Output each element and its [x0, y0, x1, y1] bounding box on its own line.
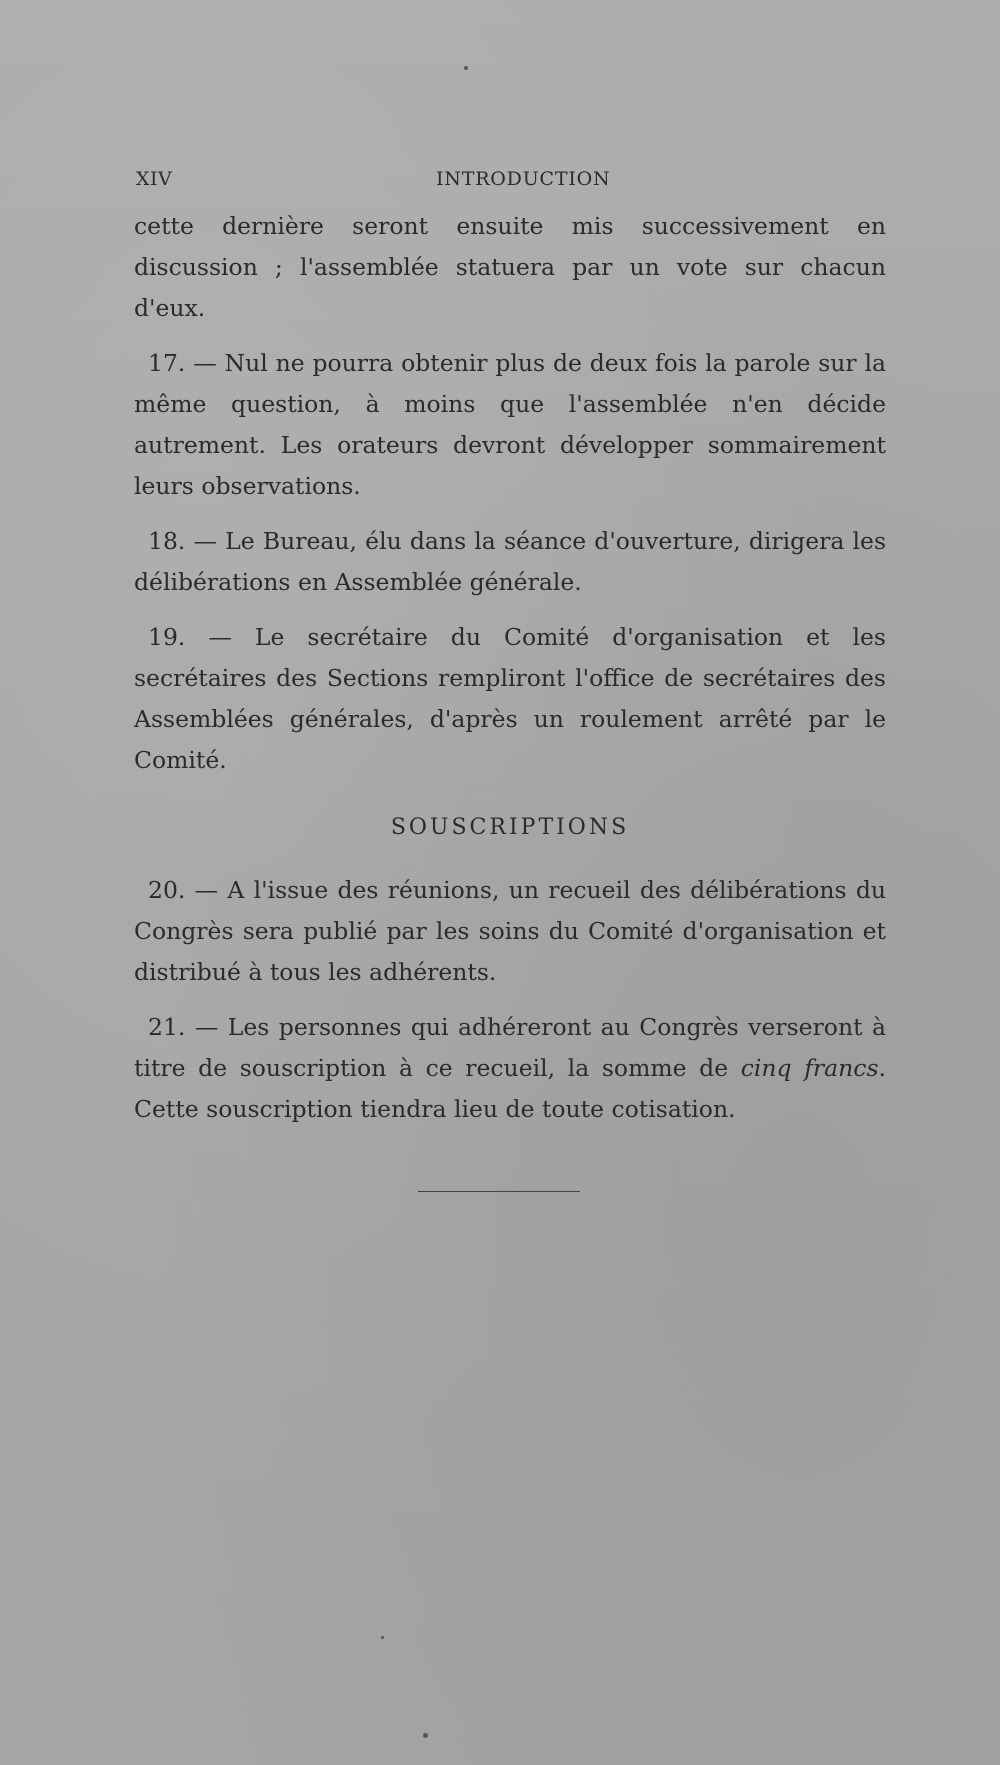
paper-speck [381, 1636, 384, 1639]
article-21-amount: cinq francs [740, 1054, 879, 1082]
article-21-text-after: . Cette souscription tiendra lieu de toute cotisation. [134, 1054, 886, 1123]
article-21 [134, 1007, 886, 1130]
closing-rule [418, 1191, 580, 1192]
article-18: 18. — Le Bureau, élu dans la séance d'ouverture, dirigera les délibérations en Assemblée générale. [134, 527, 886, 596]
paragraph-continuation: cette dernière seront ensuite mis successivement en discussion ; l'assemblée statuera par un vote sur chacun d'eux. [134, 212, 886, 322]
article-19: 19. — Le secrétaire du Comité d'organisation et les secrétaires des Sections rempliront l'office de secrétaires des Assemblées générales, d'après un roulement arrêté par le Comité. [134, 623, 886, 774]
article-21-text-before: 21. — Les personnes qui adhéreront au Congrès verseront à titre de souscription à ce recueil, la somme de [134, 1013, 886, 1082]
paper-speck [464, 66, 468, 70]
page-number: XIV [136, 168, 173, 190]
running-head [136, 168, 876, 194]
body-text [134, 206, 886, 1144]
running-title: INTRODUCTION [436, 168, 611, 190]
section-heading-souscriptions: SOUSCRIPTIONS [390, 815, 630, 840]
article-17: 17. — Nul ne pourra obtenir plus de deux fois la parole sur la même question, à moins que l'assemblée n'en décide autrement. Les orateurs devront développer sommairement leurs observations. [134, 349, 886, 500]
article-20: 20. — A l'issue des réunions, un recueil des délibérations du Congrès sera publié par les soins du Comité d'organisation et distribué à tous les adhérents. [134, 876, 886, 986]
paper-speck [423, 1733, 428, 1738]
